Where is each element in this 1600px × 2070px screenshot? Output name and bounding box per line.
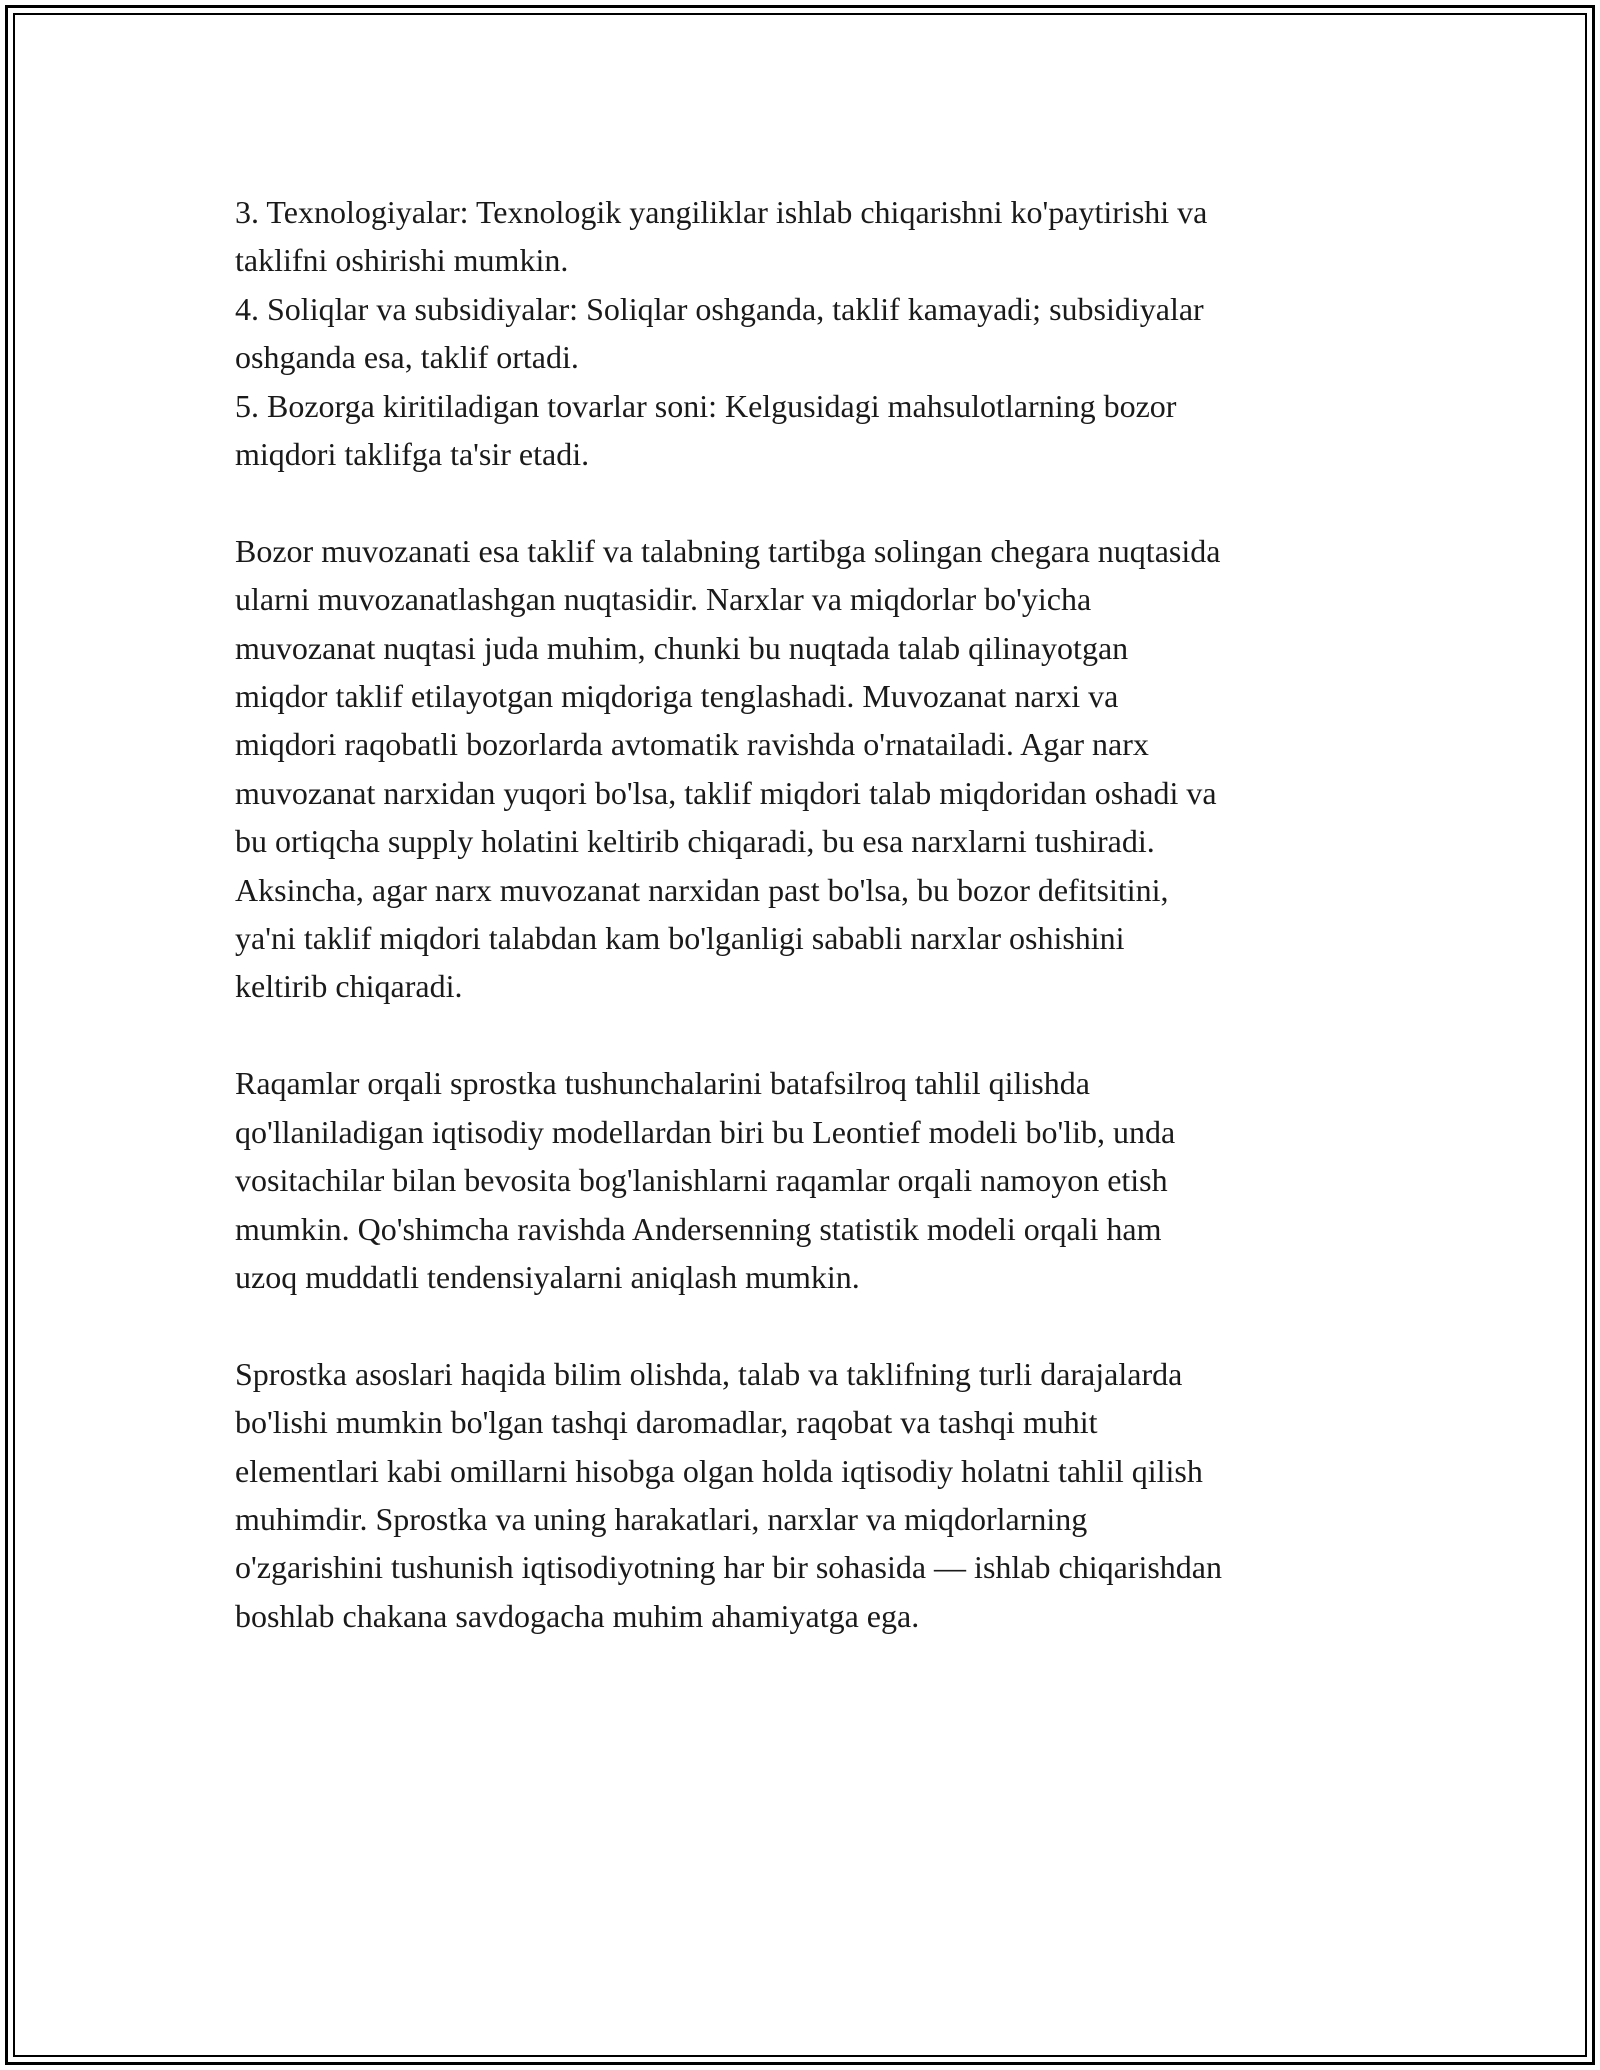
- text-line: qo'llaniladigan iqtisodiy modellardan biri bu Leontief modeli bo'lib, unda: [235, 1113, 1176, 1150]
- list-item: [235, 188, 1385, 285]
- document-body: [235, 188, 1385, 1640]
- paragraph-spacer: [235, 1011, 1385, 1059]
- list-item: [235, 382, 1385, 479]
- text-line: ya'ni taklif miqdori talabdan kam bo'lganligi sababli narxlar oshishini: [235, 920, 1125, 957]
- list-item-line: taklifni oshirishi mumkin.: [235, 242, 569, 279]
- text-line: Raqamlar orqali sprostka tushunchalarini batafsilroq tahlil qilishda: [235, 1065, 1090, 1102]
- list-item-line: miqdori taklifga ta'sir etadi.: [235, 436, 590, 473]
- text-line: Bozor muvozanati esa taklif va talabning tartibga solingan chegara nuqtasida: [235, 532, 1221, 569]
- text-line: muhimdir. Sprostka va uning harakatlari, narxlar va miqdorlarning: [235, 1500, 1088, 1537]
- text-line: miqdori raqobatli bozorlarda avtomatik ravishda o'rnatailadi. Agar narx: [235, 726, 1149, 763]
- paragraph-models: [235, 1059, 1385, 1301]
- text-line: Sprostka asoslari haqida bilim olishda, talab va taklifning turli darajalarda: [235, 1355, 1183, 1392]
- text-line: o'zgarishini tushunish iqtisodiyotning har bir sohasida — ishlab chiqarishdan: [235, 1549, 1222, 1586]
- paragraph-spacer: [235, 478, 1385, 526]
- text-line: bo'lishi mumkin bo'lgan tashqi daromadlar, raqobat va tashqi muhit: [235, 1404, 1098, 1441]
- list-item-line: 5. Bozorga kiritiladigan tovarlar soni: Kelgusidagi mahsulotlarning bozor: [235, 387, 1177, 424]
- text-line: muvozanat narxidan yuqori bo'lsa, taklif miqdori talab miqdoridan oshadi va: [235, 774, 1217, 811]
- paragraph-conclusion: [235, 1350, 1385, 1640]
- list-item-line: oshganda esa, taklif ortadi.: [235, 339, 579, 376]
- text-line: elementlari kabi omillarni hisobga olgan holda iqtisodiy holatni tahlil qilish: [235, 1452, 1203, 1489]
- text-line: bu ortiqcha supply holatini keltirib chiqaradi, bu esa narxlarni tushiradi.: [235, 823, 1155, 860]
- list-item: [235, 285, 1385, 382]
- text-line: Aksincha, agar narx muvozanat narxidan past bo'lsa, bu bozor defitsitini,: [235, 871, 1169, 908]
- text-line: vositachilar bilan bevosita bog'lanishlarni raqamlar orqali namoyon etish: [235, 1162, 1168, 1199]
- paragraph-spacer: [235, 1301, 1385, 1349]
- list-item-line: 4. Soliqlar va subsidiyalar: Soliqlar oshganda, taklif kamayadi; subsidiyalar: [235, 290, 1204, 327]
- text-line: keltirib chiqaradi.: [235, 968, 463, 1005]
- text-line: mumkin. Qo'shimcha ravishda Andersenning statistik modeli orqali ham: [235, 1210, 1162, 1247]
- text-line: miqdor taklif etilayotgan miqdoriga tenglashadi. Muvozanat narxi va: [235, 678, 1119, 715]
- text-line: uzoq muddatli tendensiyalarni aniqlash mumkin.: [235, 1258, 860, 1295]
- paragraph-market-equilibrium: [235, 527, 1385, 1011]
- list-item-line: 3. Texnologiyalar: Texnologik yangiliklar ishlab chiqarishni ko'paytirishi va: [235, 194, 1208, 230]
- text-line: muvozanat nuqtasi juda muhim, chunki bu nuqtada talab qilinayotgan: [235, 629, 1129, 666]
- numbered-list: [235, 188, 1385, 478]
- text-line: ularni muvozanatlashgan nuqtasidir. Narxlar va miqdorlar bo'yicha: [235, 581, 1092, 618]
- text-line: boshlab chakana savdogacha muhim ahamiyatga ega.: [235, 1597, 920, 1634]
